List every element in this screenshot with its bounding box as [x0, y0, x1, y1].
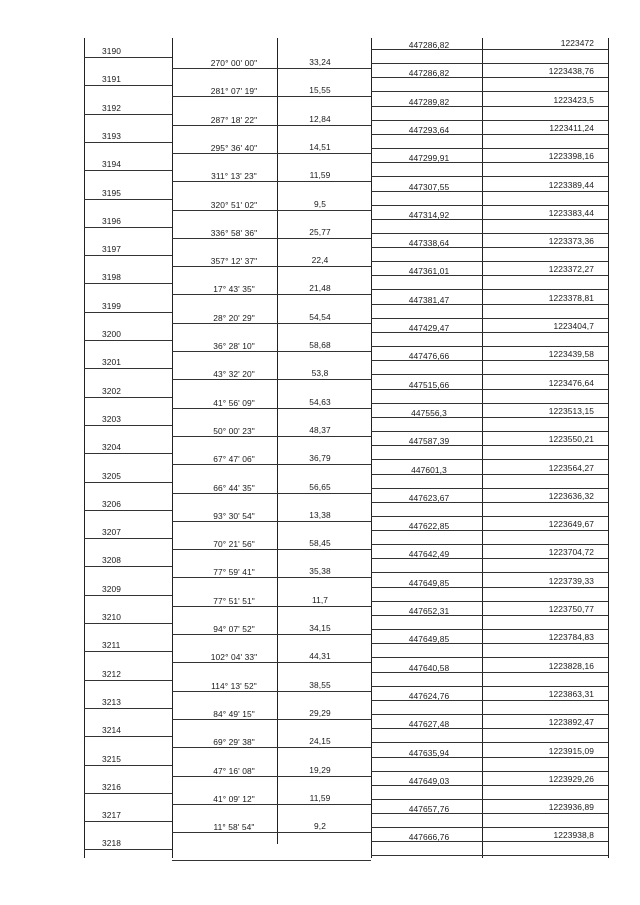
coord-row-rule — [371, 657, 608, 658]
point-number: 3191 — [102, 74, 122, 85]
segment-row-rule — [172, 125, 371, 126]
segment-length: 11,59 — [309, 170, 331, 181]
segment-row-rule — [172, 351, 371, 352]
direction-angle: 41° 09' 12" — [213, 793, 255, 804]
x-coordinate: 447286,82 — [408, 68, 450, 79]
segment-row-rule — [172, 719, 371, 720]
segment-length: 19,29 — [309, 764, 331, 775]
segment-length: 44,31 — [309, 651, 331, 662]
point-row-rule — [84, 538, 172, 539]
point-row-rule — [84, 510, 172, 511]
point-row-rule — [84, 651, 172, 652]
segment-row-rule — [172, 521, 371, 522]
x-coordinate: 447623,67 — [408, 492, 450, 503]
y-coordinate: 1223513,15 — [548, 405, 594, 416]
point-row-rule — [84, 85, 172, 86]
y-coordinate: 1223938,8 — [553, 830, 594, 841]
point-row-rule — [84, 397, 172, 398]
coord-row-rule — [371, 601, 608, 602]
point-number: 3218 — [102, 838, 122, 849]
segment-length: 13,38 — [309, 509, 331, 520]
segment-row-rule — [172, 832, 371, 833]
point-row-rule — [84, 623, 172, 624]
segment-length: 34,15 — [309, 623, 331, 633]
direction-angle: 94° 07' 52" — [213, 624, 255, 634]
segment-length: 29,29 — [309, 707, 331, 718]
point-number: 3193 — [102, 130, 122, 141]
direction-angle: 43° 32' 20" — [213, 369, 255, 380]
coord-row-rule — [371, 63, 608, 64]
y-coordinate: 1223378,81 — [548, 292, 594, 303]
point-number: 3215 — [102, 753, 122, 764]
point-number: 3211 — [102, 640, 121, 651]
direction-angle: 36° 28' 10" — [213, 341, 255, 351]
x-coordinate: 447515,66 — [408, 379, 450, 390]
point-row-rule — [84, 425, 172, 426]
segment-length: 15,55 — [309, 85, 331, 96]
coord-row-rule — [371, 346, 608, 347]
y-coordinate: 1223423,5 — [553, 94, 594, 105]
segment-row-rule — [172, 804, 371, 805]
segment-length: 21,48 — [309, 283, 331, 294]
direction-angle: 357° 12' 37" — [210, 256, 258, 267]
x-coordinate: 447642,49 — [408, 549, 450, 560]
direction-angle: 70° 21' 56" — [213, 539, 255, 550]
point-row-rule — [84, 793, 172, 794]
x-coordinate: 447640,58 — [408, 662, 450, 673]
coord-row-rule — [371, 459, 608, 460]
direction-angle: 47° 16' 08" — [213, 765, 255, 776]
coord-row-rule — [371, 572, 608, 573]
point-row-rule — [84, 340, 172, 341]
coord-row-rule — [371, 629, 608, 630]
coord-row-rule — [371, 771, 608, 772]
point-row-rule — [84, 255, 172, 256]
point-number: 3213 — [102, 696, 122, 707]
direction-angle: 320° 51' 02" — [210, 199, 258, 210]
coord-row-rule — [371, 827, 608, 828]
point-number: 3207 — [102, 527, 122, 538]
point-number: 3194 — [102, 159, 122, 170]
segment-row-rule — [172, 464, 371, 465]
x-coordinate: 447307,55 — [408, 181, 450, 192]
segment-length: 54,63 — [309, 396, 331, 407]
x-coordinate: 447649,85 — [408, 634, 450, 645]
point-number: 3198 — [102, 272, 122, 283]
y-coordinate: 1223389,44 — [548, 179, 594, 190]
segment-length: 9,2 — [314, 821, 326, 832]
segment-row-rule — [172, 266, 371, 267]
coord-row-rule — [371, 205, 608, 206]
direction-angle: 67° 47' 06" — [213, 454, 255, 465]
segment-row-rule — [172, 379, 371, 380]
point-number: 3210 — [102, 612, 122, 622]
x-coordinate: 447338,64 — [408, 238, 450, 249]
point-number: 3199 — [102, 300, 122, 311]
point-row-rule — [84, 312, 172, 313]
y-coordinate: 1223550,21 — [548, 434, 594, 445]
point-row-rule — [84, 453, 172, 454]
x-coordinate: 447627,48 — [408, 719, 450, 730]
coord-row-rule — [371, 261, 608, 262]
segment-length: 33,24 — [309, 57, 331, 67]
point-number: 3205 — [102, 470, 122, 481]
point-row-rule — [84, 680, 172, 681]
coord-row-rule — [371, 742, 608, 743]
point-number: 3208 — [102, 555, 122, 566]
direction-angle: 287° 18' 22" — [210, 114, 258, 125]
segment-length: 54,54 — [309, 311, 331, 322]
segment-length: 11,7 — [311, 594, 329, 605]
coord-row-rule — [371, 488, 608, 489]
segment-row-rule — [172, 436, 371, 437]
x-coordinate: 447601,3 — [411, 464, 447, 475]
point-number: 3203 — [102, 413, 122, 424]
point-number: 3212 — [102, 668, 122, 679]
direction-angle: 77° 59' 41" — [213, 567, 255, 578]
point-row-rule — [84, 170, 172, 171]
segment-row-rule — [172, 776, 371, 777]
point-number: 3202 — [102, 385, 122, 396]
segment-row-rule — [172, 493, 371, 494]
direction-angle: 336° 58' 36" — [210, 227, 258, 238]
coord-row-rule — [371, 686, 608, 687]
y-coordinate: 1223439,58 — [548, 349, 594, 360]
coord-row-rule — [371, 799, 608, 800]
segment-row-rule — [172, 153, 371, 154]
point-number: 3206 — [102, 498, 122, 509]
coordinate-table — [84, 38, 610, 858]
y-coordinate: 1223373,36 — [548, 236, 594, 247]
segment-row-rule — [172, 181, 371, 182]
point-number: 3214 — [102, 725, 122, 736]
direction-angle: 281° 07' 19" — [210, 86, 258, 97]
segment-length: 38,55 — [309, 679, 331, 690]
x-coordinate: 447587,39 — [408, 436, 450, 447]
direction-angle: 50° 00' 23" — [213, 425, 255, 436]
y-coordinate: 1223398,16 — [548, 151, 594, 162]
y-coordinate: 1223636,32 — [548, 490, 594, 501]
point-number: 3216 — [102, 781, 122, 792]
segment-length: 58,45 — [309, 538, 331, 549]
point-row-rule — [84, 283, 172, 284]
y-coordinate: 1223915,09 — [548, 745, 594, 756]
column-rule-2 — [277, 38, 278, 844]
coord-row-rule — [371, 176, 608, 177]
coord-row-rule — [371, 516, 608, 517]
direction-angle: 102° 04' 33" — [210, 652, 258, 663]
segment-row-rule — [172, 577, 371, 578]
y-coordinate: 1223404,7 — [553, 321, 594, 331]
direction-angle: 114° 13' 52" — [211, 680, 257, 691]
segment-length: 11,59 — [309, 792, 331, 803]
segment-row-rule — [172, 294, 371, 295]
direction-angle: 295° 36' 40" — [210, 142, 258, 153]
point-number: 3204 — [102, 442, 122, 453]
y-coordinate: 1223784,83 — [548, 632, 594, 643]
direction-angle: 270° 00' 00" — [210, 58, 258, 68]
direction-angle: 11° 58' 54" — [213, 822, 255, 833]
x-coordinate: 447657,76 — [408, 804, 450, 815]
segment-row-rule — [172, 549, 371, 550]
coord-row-rule — [371, 91, 608, 92]
direction-angle: 69° 29' 38" — [213, 737, 255, 748]
point-row-rule — [84, 368, 172, 369]
point-row-rule — [84, 849, 172, 850]
coord-row-rule — [371, 374, 608, 375]
direction-angle: 66° 44' 35" — [213, 482, 255, 493]
point-row-rule — [84, 821, 172, 822]
segment-length: 58,68 — [309, 340, 331, 350]
point-row-rule — [84, 566, 172, 567]
y-coordinate: 1223383,44 — [548, 207, 594, 218]
x-coordinate: 447649,85 — [408, 577, 450, 588]
column-rule-0 — [84, 38, 85, 858]
point-number: 3200 — [102, 329, 122, 339]
y-coordinate: 1223863,31 — [548, 688, 594, 699]
point-number: 3195 — [102, 187, 122, 198]
segment-length: 53,8 — [311, 368, 329, 379]
segment-row-rule — [172, 408, 371, 409]
x-coordinate: 447361,01 — [408, 266, 450, 277]
coord-row-rule — [371, 289, 608, 290]
direction-angle: 93° 30' 54" — [213, 510, 255, 521]
coord-row-rule — [371, 233, 608, 234]
direction-angle: 84° 49' 15" — [213, 708, 255, 719]
segment-row-rule — [172, 860, 371, 861]
y-coordinate: 1223750,77 — [548, 604, 594, 614]
y-coordinate: 1223649,67 — [548, 519, 594, 530]
segment-length: 36,79 — [309, 453, 331, 464]
point-number: 3192 — [102, 102, 122, 113]
y-coordinate: 1223929,26 — [548, 773, 594, 784]
point-row-rule — [84, 142, 172, 143]
segment-row-rule — [172, 210, 371, 211]
segment-row-rule — [172, 323, 371, 324]
point-row-rule — [84, 114, 172, 115]
coord-row-rule — [371, 431, 608, 432]
y-coordinate: 1223476,64 — [548, 377, 594, 388]
direction-angle: 41° 56' 09" — [213, 397, 255, 408]
point-number: 3217 — [102, 810, 122, 821]
segment-row-rule — [172, 238, 371, 239]
x-coordinate: 447649,03 — [408, 775, 450, 786]
segment-row-rule — [172, 68, 371, 69]
point-number: 3209 — [102, 583, 122, 594]
point-row-rule — [84, 765, 172, 766]
segment-length: 22,4 — [311, 255, 329, 266]
x-coordinate: 447476,66 — [408, 351, 450, 362]
column-rule-5 — [608, 38, 609, 858]
segment-length: 12,84 — [309, 113, 331, 124]
point-row-rule — [84, 57, 172, 58]
segment-row-rule — [172, 634, 371, 635]
y-coordinate: 1223704,72 — [548, 547, 594, 558]
x-coordinate: 447666,76 — [408, 832, 450, 843]
coord-row-rule — [371, 855, 608, 856]
column-rule-3 — [371, 38, 372, 858]
coord-row-rule — [371, 403, 608, 404]
x-coordinate: 447314,92 — [408, 209, 450, 220]
direction-angle: 311° 13' 23" — [211, 171, 257, 182]
point-number: 3201 — [102, 357, 122, 368]
x-coordinate: 447289,82 — [408, 96, 450, 107]
y-coordinate: 1223828,16 — [548, 660, 594, 671]
y-coordinate: 1223438,76 — [548, 66, 594, 77]
x-coordinate: 447286,82 — [408, 40, 450, 50]
segment-length: 25,77 — [309, 226, 331, 237]
segment-row-rule — [172, 747, 371, 748]
x-coordinate: 447429,47 — [408, 323, 450, 333]
point-number: 3196 — [102, 215, 122, 226]
y-coordinate: 1223739,33 — [548, 575, 594, 586]
y-coordinate: 1223411,24 — [549, 122, 594, 133]
direction-angle: 17° 43' 35" — [213, 284, 255, 295]
x-coordinate: 447624,76 — [408, 690, 450, 701]
point-number: 3197 — [102, 244, 122, 255]
direction-angle: 28° 20' 29" — [213, 312, 255, 323]
x-coordinate: 447293,64 — [408, 124, 450, 135]
point-row-rule — [84, 199, 172, 200]
coord-row-rule — [371, 544, 608, 545]
y-coordinate: 1223472 — [560, 38, 594, 48]
segment-row-rule — [172, 606, 371, 607]
direction-angle: 77° 51' 51" — [213, 595, 255, 606]
segment-length: 56,65 — [309, 481, 331, 492]
segment-row-rule — [172, 662, 371, 663]
x-coordinate: 447652,31 — [408, 606, 450, 616]
x-coordinate: 447299,91 — [408, 153, 450, 164]
y-coordinate: 1223372,27 — [548, 264, 594, 275]
segment-length: 35,38 — [309, 566, 331, 577]
segment-row-rule — [172, 691, 371, 692]
column-rule-4 — [482, 38, 483, 858]
segment-length: 48,37 — [309, 424, 331, 435]
point-number: 3190 — [102, 46, 122, 56]
segment-row-rule — [172, 96, 371, 97]
x-coordinate: 447381,47 — [408, 294, 450, 305]
segment-length: 9,5 — [314, 198, 326, 209]
point-row-rule — [84, 482, 172, 483]
coord-row-rule — [371, 714, 608, 715]
y-coordinate: 1223936,89 — [548, 802, 594, 813]
column-rule-1 — [172, 38, 173, 858]
coord-row-rule — [371, 148, 608, 149]
point-row-rule — [84, 595, 172, 596]
point-row-rule — [84, 227, 172, 228]
point-row-rule — [84, 736, 172, 737]
y-coordinate: 1223564,27 — [548, 462, 594, 473]
coord-row-rule — [371, 318, 608, 319]
coord-row-rule — [371, 120, 608, 121]
y-coordinate: 1223892,47 — [548, 717, 594, 728]
x-coordinate: 447622,85 — [408, 521, 450, 532]
x-coordinate: 447556,3 — [411, 407, 447, 418]
point-row-rule — [84, 708, 172, 709]
segment-length: 14,51 — [309, 141, 331, 152]
x-coordinate: 447635,94 — [408, 747, 450, 758]
segment-length: 24,15 — [309, 736, 331, 747]
